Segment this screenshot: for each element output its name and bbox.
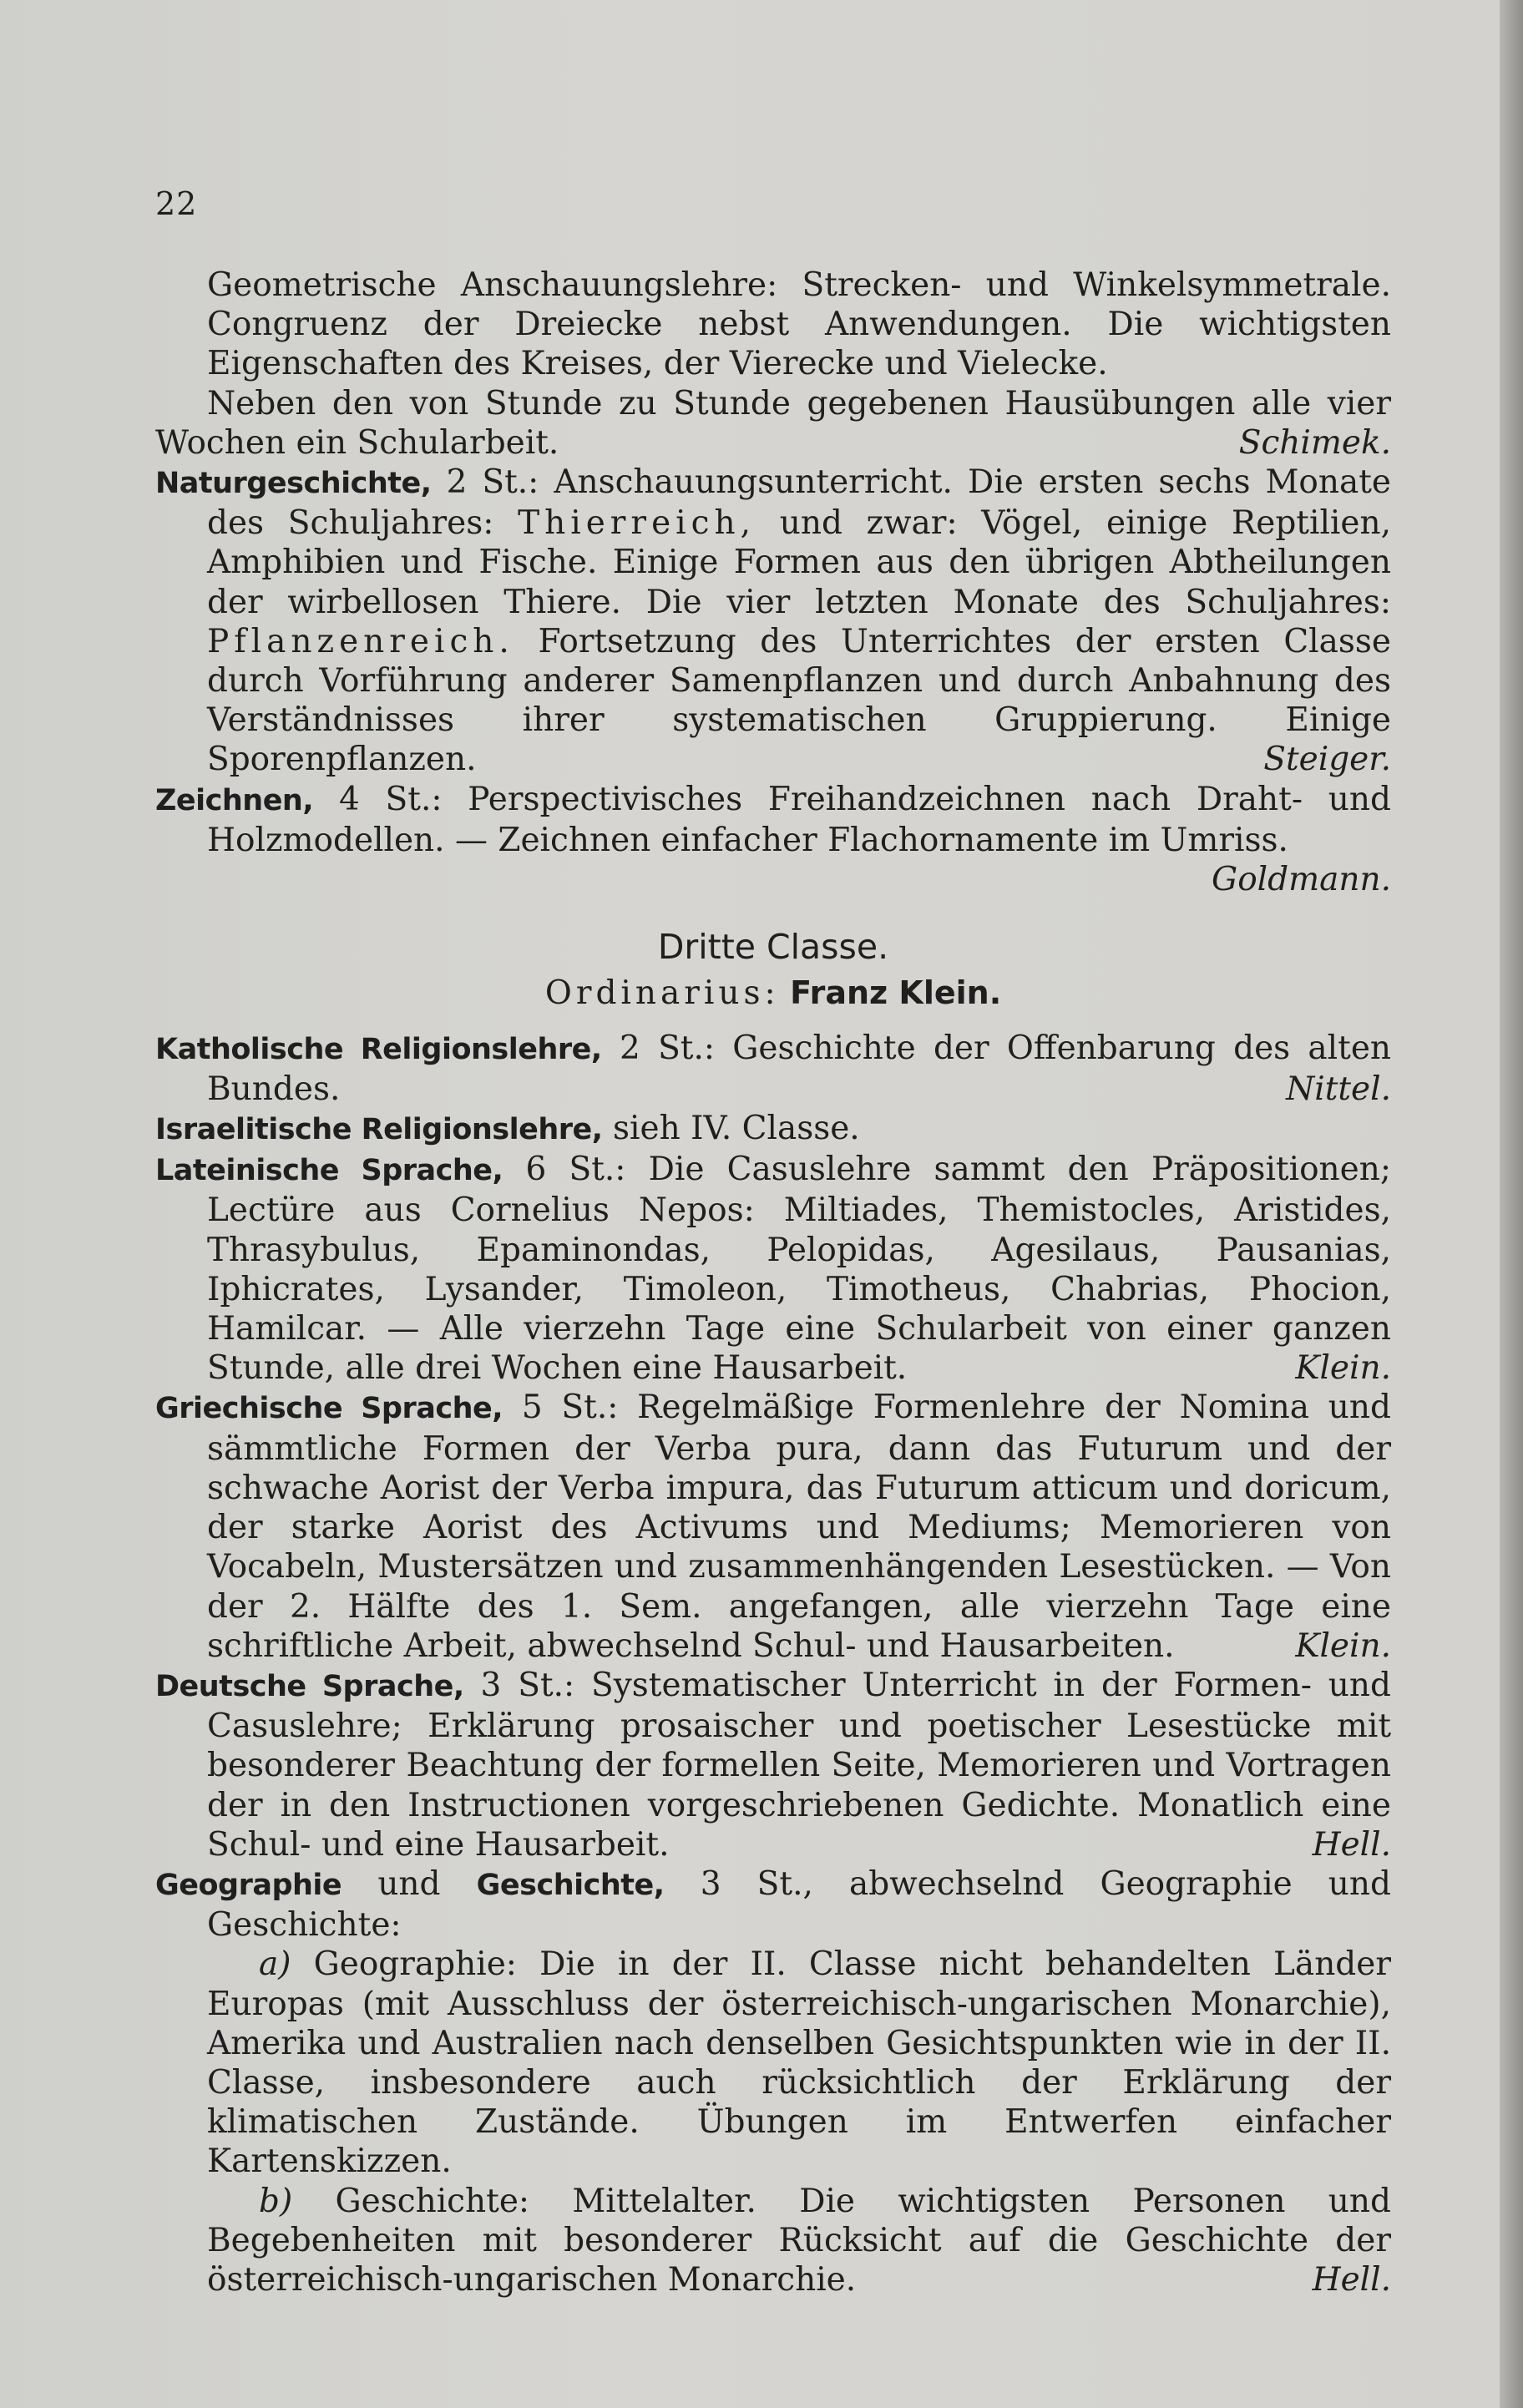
section-griechische-sprache: [155, 1388, 1391, 1665]
subsection-label: b): [259, 2182, 293, 2220]
teacher-signature: Klein.: [1295, 1626, 1391, 1665]
section-zeichnen: [155, 780, 1391, 860]
intro-homework: [155, 384, 1391, 463]
subsection-label: a): [259, 1945, 291, 1984]
subject-heading: Lateinische Sprache,: [155, 1154, 503, 1188]
subject-text: und zwar: Vögel, einige Reptilien, Amphibien und Fische. Einige Formen aus den übrigen Abtheilungen der wirbellosen Thiere. Die vier letzten Monate des Schuljahres:: [207, 504, 1391, 621]
section-lateinische-sprache: [155, 1150, 1391, 1388]
teacher-signature: Steiger.: [1263, 741, 1391, 779]
subject-text: Perspectivisches Freihandzeichnen nach Draht- und Holzmodellen. — Zeichnen einfacher Flachornamente im Umriss.: [207, 780, 1392, 859]
subject-heading: Geographie: [155, 1868, 342, 1902]
section-katholische-religionslehre: [155, 1029, 1391, 1109]
intro-homework-text: Neben den von Stunde zu Stunde gegebenen Hausübungen alle vier Wochen ein Schularbeit.: [155, 384, 1391, 462]
teacher-signature: Schimek.: [1238, 423, 1391, 462]
ordinarius-name: Franz Klein.: [790, 974, 1002, 1012]
subject-text: Geschichte der Offenbarung des alten Bundes.: [207, 1029, 1392, 1108]
subject-hours: 4 St.:: [338, 780, 443, 818]
subject-heading: Zeichnen,: [155, 783, 314, 817]
subject-text: Systematischer Unterricht in der Formen- und Casuslehre; Erklärung prosaischer und poetischer Lesestücke mit besonderer Beachtung der formellen Seite, Memorieren und Vortragen der in den Instructionen vorgeschriebenen Gedichte. Monatlich eine Schul- und eine Hausarbeit.: [207, 1666, 1391, 1864]
page-number: 22: [155, 185, 198, 222]
teacher-signature: Hell.: [1312, 1825, 1391, 1864]
signature-row: [155, 860, 1391, 899]
section-naturgeschichte: [155, 463, 1391, 780]
subject-hours: 3 St.,: [700, 1864, 813, 1903]
class-title: Dritte Classe.: [657, 927, 889, 968]
ordinarius-label: Ordinarius:: [544, 974, 780, 1013]
subject-heading: Katholische Religionslehre,: [155, 1032, 602, 1066]
teacher-signature: Hell.: [1312, 2260, 1391, 2299]
subject-text: Anschauungsunterricht. Die ersten sechs Monate des Schuljahres:: [207, 463, 1391, 543]
ordinarius-line: [155, 974, 1391, 1013]
subject-hours: 6 St.:: [525, 1151, 626, 1189]
intro-geometry-text: Geometrische Anschauungslehre: Strecken- und Winkelsymmetrale. Congruenz der Dreiecke nebst Anwendungen. Die wichtigsten Eigenschaften des Kreises, der Vierecke und Vielecke.: [207, 266, 1391, 383]
subject-text: Fortsetzung des Unterrichtes der ersten Classe durch Vorführung anderer Samenpflanzen und durch Anbahnung des Verständnisses ihrer systematischen Gruppierung. Einige Sporenpflanzen.: [207, 622, 1391, 779]
subject-heading: Griechische Sprache,: [155, 1392, 503, 1426]
subject-text: Regelmäßige Formenlehre der Nomina und sämmtliche Formen der Verba pura, dann das Futurum und der schwache Aorist der Verba impura, das Futurum atticum und doricum, der starke Aorist des Activums und Mediums; Memorieren von Vocabeln, Mustersätzen und zusammenhängenden Lesestücken. — Von der 2. Hälfte des 1. Sem. angefangen, alle vierzehn Tage eine schriftliche Arbeit, abwechselnd Schul- und Hausarbeiten.: [207, 1389, 1391, 1665]
text-column: [155, 266, 1391, 2299]
subject-text: Die Casuslehre sammt den Präpositionen; Lectüre aus Cornelius Nepos: Miltiades, Themistocles, Aristides, Thrasybulus, Epaminondas, Pelopidas, Agesilaus, Pausanias, Iphicrates, Lysander, Timoleon, Timotheus, Chabrias, Phocion, Hamilcar. — Alle vierzehn Tage eine Schularbeit von einer ganzen Stunde, alle drei Wochen eine Hausarbeit.: [207, 1151, 1392, 1388]
subsection-geographie: [155, 1945, 1391, 2181]
teacher-signature: Goldmann.: [1212, 861, 1391, 899]
section-geographie-geschichte: [155, 1864, 1391, 1945]
page-edge: [1500, 0, 1523, 2408]
intro-geometry: [155, 266, 1391, 384]
teacher-signature: Nittel.: [1286, 1070, 1391, 1108]
subsection-text: Geographie: Die in der II. Classe nicht behandelten Länder Europas (mit Ausschluss der österreichisch-ungarischen Monarchie), Amerika und Australien nach denselben Gesichtspunkten wie in der II. Classe, insbesondere auch rücksichtlich der Erklärung der klimatischen Zustände. Übungen im Entwerfen einfacher Kartenskizzen.: [207, 1945, 1391, 2181]
teacher-signature: Klein.: [1295, 1349, 1391, 1388]
subject-heading: Deutsche Sprache,: [155, 1669, 464, 1703]
subject-hours: 2 St.:: [619, 1029, 715, 1067]
section-israelitische-religionslehre: [155, 1109, 1391, 1150]
subject-hours: 3 St.:: [480, 1666, 575, 1704]
subsection-geschichte: [155, 2182, 1391, 2300]
spaced-term: Pflanzenreich.: [207, 622, 514, 660]
subject-heading: Naturgeschichte,: [155, 467, 432, 501]
subsection-text: Geschichte: Mittelalter. Die wichtigsten Personen und Begebenheiten mit besonderer Rücksicht auf die Geschichte der österreichisch-ungarischen Monarchie.: [207, 2182, 1391, 2299]
heading-connector: und: [377, 1864, 441, 1903]
subject-text: abwechselnd Geographie und Geschichte:: [207, 1864, 1392, 1945]
subject-hours: 5 St.:: [521, 1389, 619, 1427]
subject-heading: Israelitische Religionslehre,: [155, 1113, 603, 1147]
subject-heading: Geschichte,: [476, 1868, 665, 1902]
subject-hours: 2 St.:: [446, 463, 539, 502]
subject-text: sieh IV. Classe.: [613, 1110, 860, 1148]
spaced-term: Thierreich,: [518, 504, 756, 543]
section-deutsche-sprache: [155, 1666, 1391, 1864]
